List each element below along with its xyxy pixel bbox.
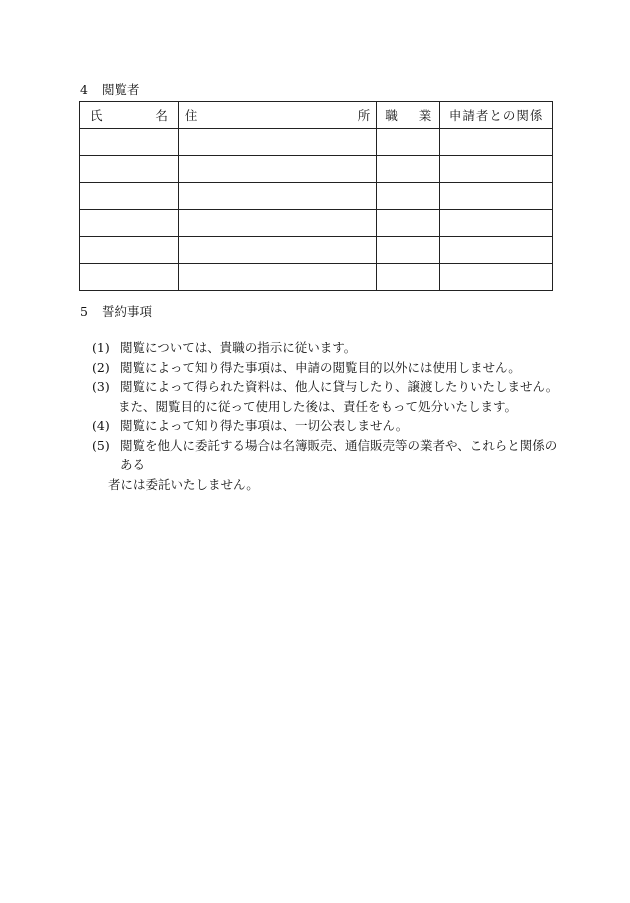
address-cell[interactable] (178, 210, 376, 237)
address-cell[interactable] (178, 156, 376, 183)
relation-cell[interactable] (440, 264, 553, 291)
name-cell[interactable] (80, 183, 179, 210)
pledge-item (92, 358, 562, 378)
pledge-marker: (5) (92, 437, 110, 453)
name-cell[interactable] (80, 156, 179, 183)
occupation-cell[interactable] (377, 264, 440, 291)
section-4-title: 閲覧者 (101, 82, 140, 97)
name-cell[interactable] (80, 237, 179, 264)
relation-cell[interactable] (440, 183, 553, 210)
header-occupation: 職 業 (377, 102, 440, 129)
table-row (80, 264, 553, 291)
address-cell[interactable] (178, 237, 376, 264)
table-row (80, 156, 553, 183)
name-cell[interactable] (80, 129, 179, 156)
pledge-marker: (3) (92, 379, 110, 394)
relation-cell[interactable] (440, 156, 553, 183)
pledge-marker: (1) (92, 340, 110, 355)
occupation-cell[interactable] (377, 156, 440, 183)
section-5-heading (80, 302, 152, 320)
pledge-item (92, 416, 562, 436)
table-row (80, 237, 553, 264)
table-row (80, 129, 553, 156)
header-name: 氏 名 (80, 102, 179, 129)
relation-cell[interactable] (440, 129, 553, 156)
pledge-text: 閲覧によって知り得た事項は、申請の閲覧目的以外には使用しません。 (120, 359, 521, 375)
pledge-item (92, 436, 562, 475)
pledge-continuation: また、閲覧目的に従って使用した後は、責任をもって処分いたします。 (118, 398, 518, 414)
pledge-text: 閲覧によって得られた資料は、他人に貸与したり、譲渡したりいたしません。 (120, 379, 559, 394)
address-cell[interactable] (178, 264, 376, 291)
address-cell[interactable] (178, 183, 376, 210)
viewers-table-header-row (80, 102, 553, 129)
table-row (80, 183, 553, 210)
relation-cell[interactable] (440, 237, 553, 264)
pledge-continuation: 者には委託いたしません。 (108, 476, 259, 492)
section-4-heading (80, 80, 140, 98)
section-4-number: 4 (80, 82, 88, 97)
pledge-item (92, 338, 562, 358)
header-relation: 申請者との関係 (440, 102, 553, 129)
name-cell[interactable] (80, 264, 179, 291)
pledge-marker: (4) (92, 418, 110, 433)
occupation-cell[interactable] (377, 237, 440, 264)
pledge-text: 閲覧を他人に委託する場合は名簿販売、通信販売等の業者や、これらと関係のある (120, 437, 558, 472)
name-cell[interactable] (80, 210, 179, 237)
occupation-cell[interactable] (377, 129, 440, 156)
pledge-text: 閲覧によって知り得た事項は、一切公表しません。 (120, 418, 409, 433)
viewers-table (79, 101, 553, 291)
table-row (80, 210, 553, 237)
header-address: 住 所 (178, 102, 376, 129)
section-5-number: 5 (80, 304, 88, 319)
pledge-list (92, 338, 562, 494)
relation-cell[interactable] (440, 210, 553, 237)
occupation-cell[interactable] (377, 183, 440, 210)
pledge-text: 閲覧については、貴職の指示に従います。 (120, 340, 357, 355)
address-cell[interactable] (178, 129, 376, 156)
section-5-title: 誓約事項 (101, 304, 152, 319)
occupation-cell[interactable] (377, 210, 440, 237)
pledge-item (92, 377, 562, 397)
pledge-marker: (2) (92, 359, 110, 375)
